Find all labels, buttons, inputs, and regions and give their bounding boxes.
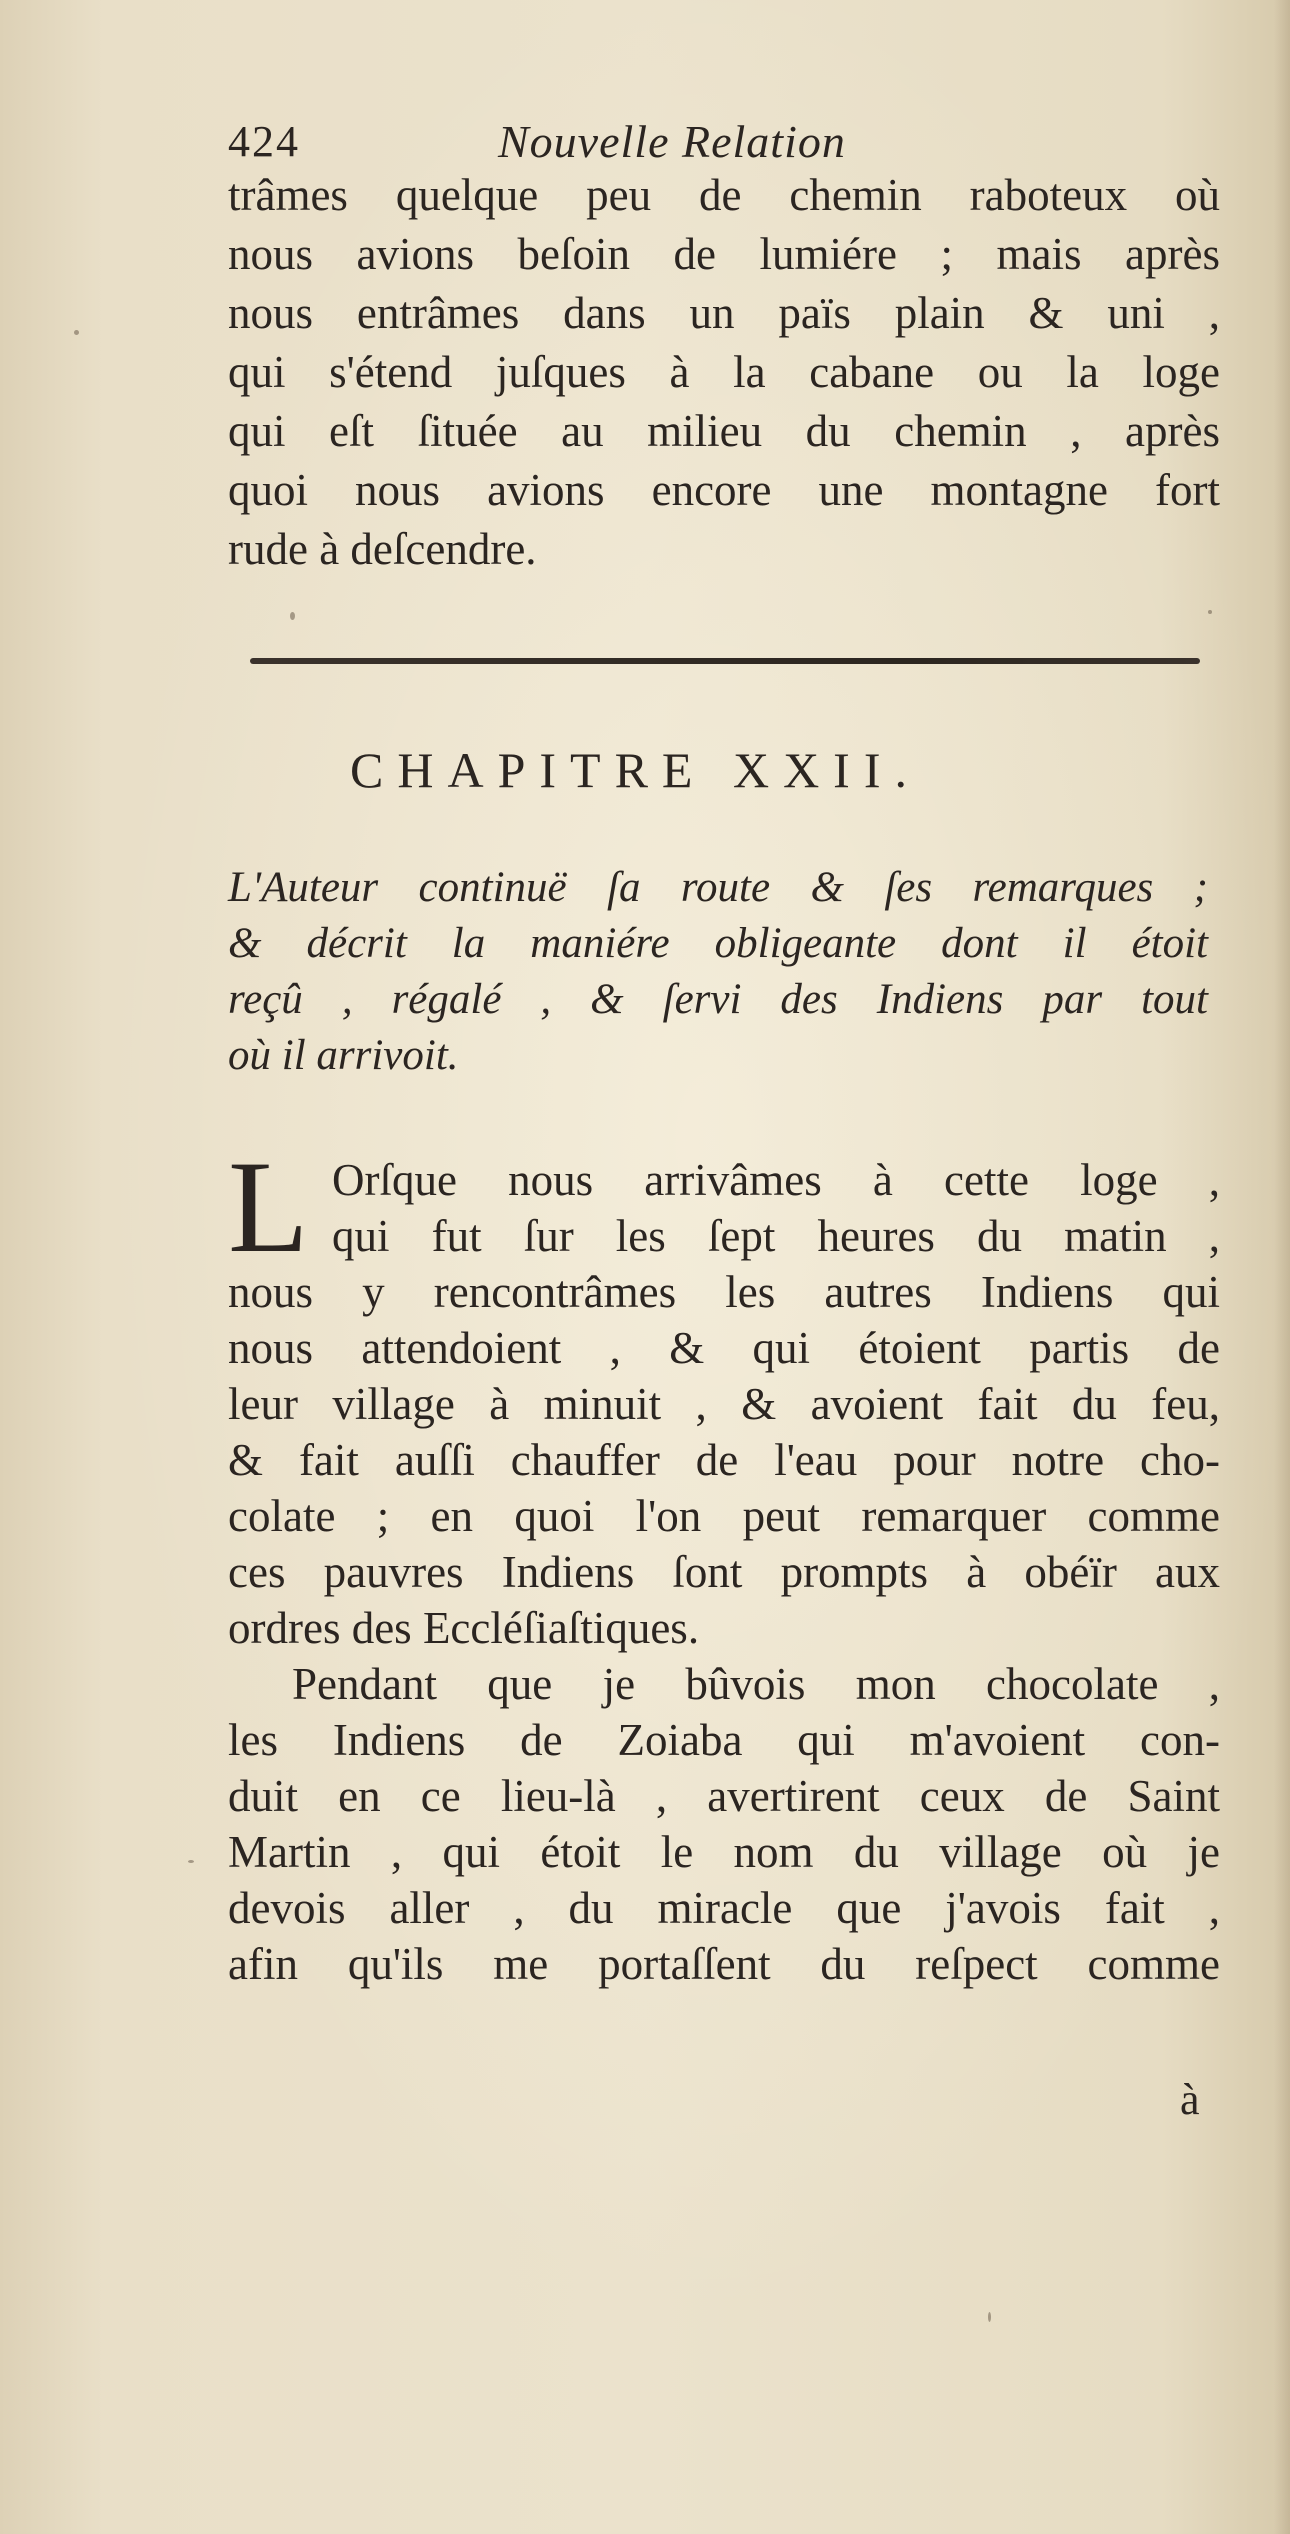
- text-line: nous avions beſoin de lumiére ; mais après: [228, 229, 1220, 279]
- drop-cap: L: [228, 1133, 309, 1280]
- text-line: trâmes quelque peu de chemin raboteux où: [228, 170, 1220, 220]
- text-line: nous y rencontrâmes les autres Indiens qui: [228, 1267, 1220, 1317]
- section-divider-rule: [250, 658, 1200, 664]
- text-line: devois aller , du miracle que j'avois fait ,: [228, 1883, 1220, 1933]
- text-line: rude à deſcendre.: [228, 524, 537, 574]
- paper-speck: [74, 330, 79, 335]
- page-number: 424: [228, 117, 300, 166]
- text-line: nous attendoient , & qui étoient partis de: [228, 1323, 1220, 1373]
- text-line: colate ; en quoi l'on peut remarquer comme: [228, 1491, 1220, 1541]
- text-line: les Indiens de Zoiaba qui m'avoient con-: [228, 1715, 1220, 1765]
- page-edge-shadow: [1274, 0, 1290, 2534]
- catchword: à: [1180, 2075, 1200, 2124]
- running-head: [228, 112, 1228, 172]
- running-title: Nouvelle Relation: [498, 116, 846, 167]
- text-line: & fait auſſi chauffer de l'eau pour notre cho-: [228, 1435, 1220, 1485]
- summary-line: L'Auteur continuë ſa route & ſes remarques ;: [228, 864, 1208, 911]
- text-line: qui eſt ſituée au milieu du chemin , après: [228, 406, 1220, 456]
- text-line: Orſque nous arrivâmes à cette loge ,: [332, 1155, 1220, 1205]
- text-line: Pendant que je bûvois mon chocolate ,: [292, 1659, 1220, 1709]
- paper-speck: [988, 2312, 991, 2322]
- chapter-title: CHAPITRE XXII.: [350, 742, 921, 798]
- text-line: ordres des Eccléſiaſtiques.: [228, 1603, 700, 1653]
- body-paragraphs: [228, 1152, 1220, 1992]
- text-line: duit en ce lieu-là , avertirent ceux de Saint: [228, 1771, 1220, 1821]
- text-line: nous entrâmes dans un païs plain & uni ,: [228, 288, 1220, 338]
- summary-line: reçû , régalé , & ſervi des Indiens par tout: [228, 976, 1208, 1023]
- text-line: afin qu'ils me portaſſent du reſpect comme: [228, 1939, 1220, 1989]
- paper-speck: [1208, 610, 1212, 614]
- text-line: Martin , qui étoit le nom du village où je: [228, 1827, 1220, 1877]
- text-line: ces pauvres Indiens ſont prompts à obéïr aux: [228, 1547, 1220, 1597]
- summary-line: où il arrivoit.: [228, 1032, 459, 1079]
- summary-line: & décrit la maniére obligeante dont il étoit: [228, 920, 1208, 967]
- text-line: leur village à minuit , & avoient fait du feu,: [228, 1379, 1220, 1429]
- paper-speck: [290, 612, 295, 620]
- text-line: qui s'étend juſques à la cabane ou la loge: [228, 347, 1220, 397]
- text-line: quoi nous avions encore une montagne fort: [228, 465, 1220, 515]
- text-line: qui fut ſur les ſept heures du matin ,: [332, 1211, 1220, 1261]
- paper-speck: [188, 1860, 194, 1863]
- continuation-paragraph: [228, 166, 1220, 579]
- chapter-summary: [228, 860, 1208, 1084]
